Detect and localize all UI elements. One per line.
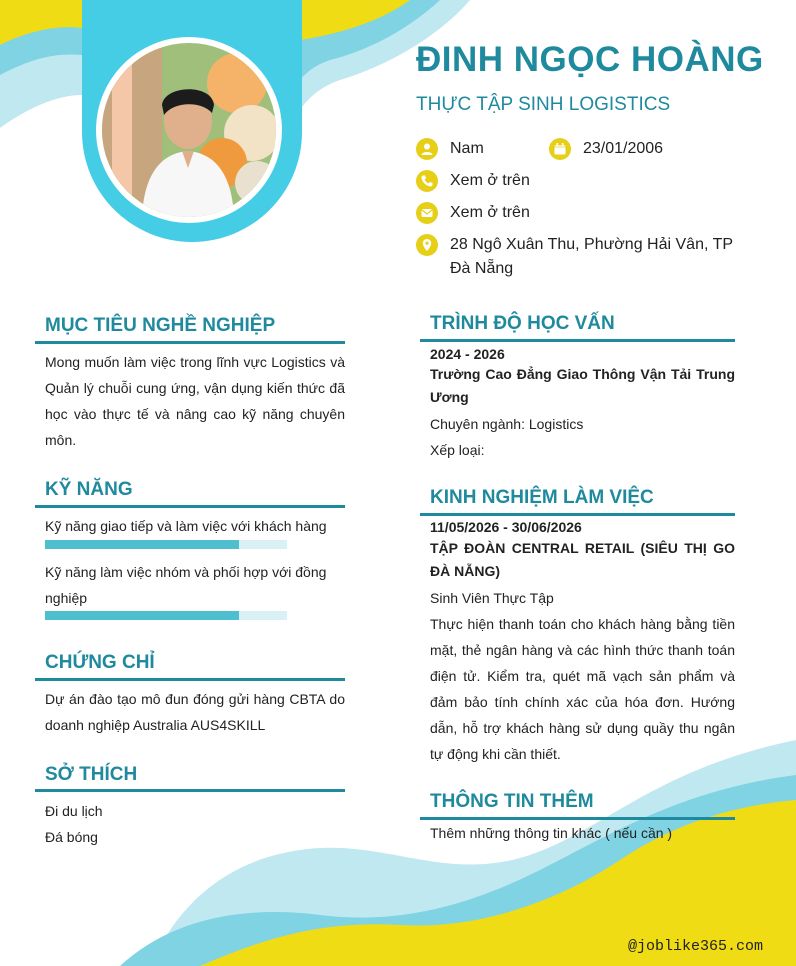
education-title: TRÌNH ĐỘ HỌC VẤN: [430, 313, 615, 334]
address-value: 28 Ngô Xuân Thu, Phường Hải Vân, TP Đà Nẵng: [450, 236, 733, 277]
skill-item-1: Kỹ năng giao tiếp và làm việc với khách hàng: [45, 518, 327, 534]
education-divider: [420, 339, 735, 342]
birthday-value: 23/01/2006: [583, 140, 664, 157]
experience-divider: [420, 513, 735, 516]
hobby-item-2: Đá bóng: [45, 829, 98, 845]
phone-value: Xem ở trên: [450, 172, 530, 189]
skill-bar-2-fill: [45, 611, 239, 620]
gender-row: [416, 139, 546, 161]
skill-bar-1-fill: [45, 540, 239, 549]
certificates-divider: [35, 678, 345, 681]
email-value: Xem ở trên: [450, 204, 530, 221]
skill-bar-2: [45, 611, 287, 620]
email-row: [416, 203, 746, 225]
gender-value: Nam: [450, 140, 484, 157]
experience-period: 11/05/2026 - 30/06/2026: [430, 519, 582, 535]
skills-title: KỸ NĂNG: [45, 479, 133, 500]
experience-role: Sinh Viên Thực Tập: [430, 590, 554, 606]
additional-divider: [420, 817, 735, 820]
calendar-icon: [549, 138, 571, 160]
hobby-item-1: Đi du lịch: [45, 803, 103, 819]
hobbies-divider: [35, 789, 345, 792]
experience-company: TẬP ĐOÀN CENTRAL RETAIL (SIÊU THỊ GO ĐÀ NẴNG): [430, 540, 735, 579]
education-school: Trường Cao Đẳng Giao Thông Vận Tải Trung Ương: [430, 366, 735, 405]
location-icon: [416, 234, 438, 256]
objective-divider: [35, 341, 345, 344]
experience-title: KINH NGHIỆM LÀM VIỆC: [430, 487, 654, 508]
objective-text: Mong muốn làm việc trong lĩnh vực Logistics và Quản lý chuỗi cung ứng, vận dụng kiến thức đã học vào thực tế và nâng cao kỹ năng chuyên môn.: [45, 354, 345, 448]
avatar: [96, 37, 282, 223]
mail-icon: [416, 202, 438, 224]
skill-item-2: Kỹ năng làm việc nhóm và phối hợp với đồng nghiệp: [45, 564, 327, 606]
education-rank: Xếp loại:: [430, 442, 485, 458]
user-icon: [416, 138, 438, 160]
additional-text: Thêm những thông tin khác ( nếu cần ): [430, 825, 673, 841]
phone-icon: [416, 170, 438, 192]
certificates-text: Dự án đào tạo mô đun đóng gửi hàng CBTA do doanh nghiệp Australia AUS4SKILL: [45, 691, 345, 733]
profile-photo: [102, 43, 276, 217]
additional-title: THÔNG TIN THÊM: [430, 791, 594, 812]
hobbies-title: SỞ THÍCH: [45, 764, 138, 785]
birthday-row: [549, 139, 749, 161]
experience-description: Thực hiện thanh toán cho khách hàng bằng tiền mặt, thẻ ngân hàng và các hình thức thanh toán điện tử. Kiểm tra, quét mã vạch sản phẩm và đảm bảo tính chính xác của hóa đơn. Hướng dẫn, hỗ trợ khách hàng sử dụng quầy thu ngân tự động khi cần thiết.: [430, 616, 735, 762]
address-row: [416, 235, 752, 281]
objective-title: MỤC TIÊU NGHỀ NGHIỆP: [45, 315, 276, 336]
phone-row: [416, 171, 746, 193]
education-period: 2024 - 2026: [430, 346, 505, 362]
certificates-title: CHỨNG CHỈ: [45, 652, 155, 673]
candidate-position: THỰC TẬP SINH LOGISTICS: [416, 94, 671, 115]
watermark: @joblike365.com: [628, 938, 764, 955]
skills-divider: [35, 505, 345, 508]
candidate-name: ĐINH NGỌC HOÀNG: [416, 40, 764, 79]
education-major: Chuyên ngành: Logistics: [430, 416, 584, 432]
skill-bar-1: [45, 540, 287, 549]
